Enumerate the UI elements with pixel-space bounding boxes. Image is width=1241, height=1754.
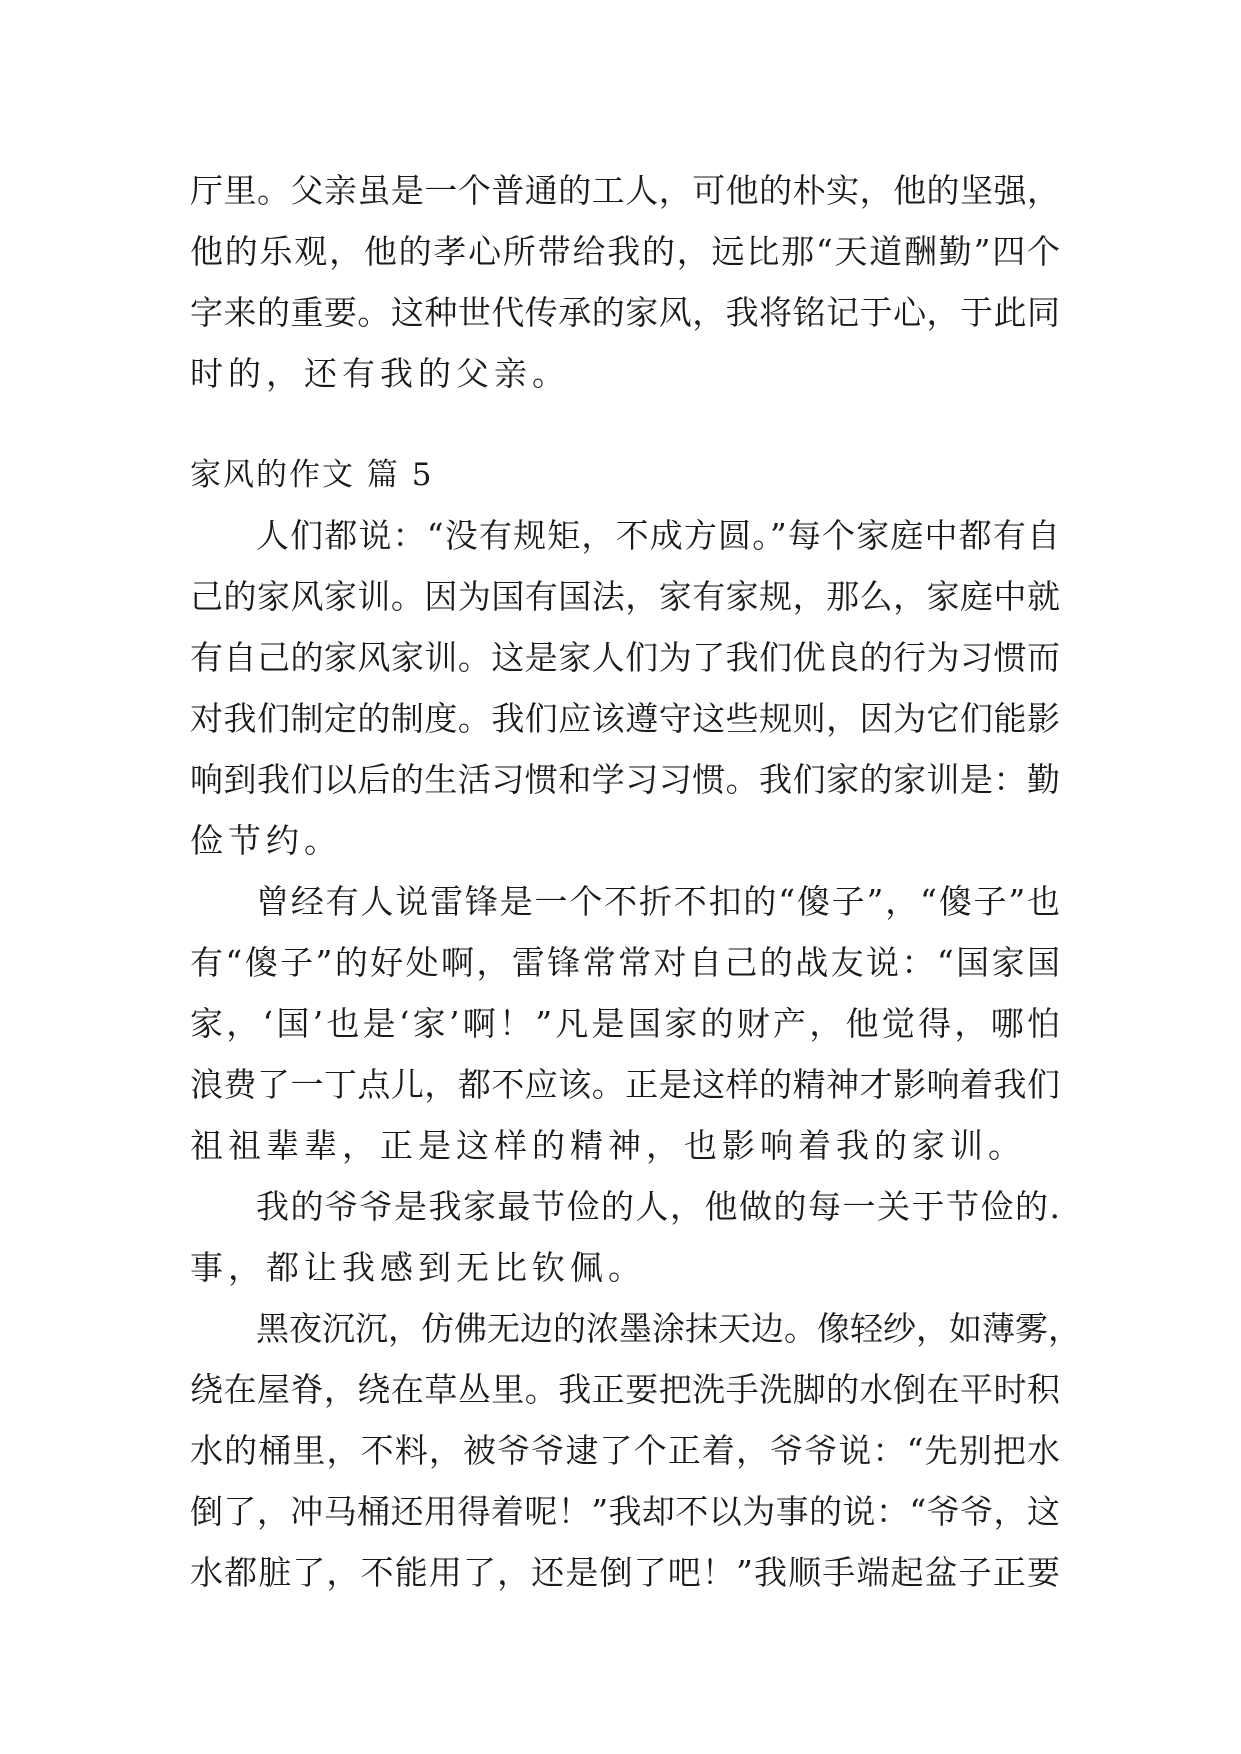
paragraph-line: 家，‘国’也是‘家’啊！”凡是国家的财产，他觉得，哪怕 — [190, 1004, 1060, 1043]
paragraph-line: 浪费了一丁点儿，都不应该。正是这样的精神才影响着我们 — [190, 1065, 1060, 1104]
paragraph-line: 厅里。父亲虽是一个普通的工人，可他的朴实，他的坚强， — [190, 171, 1060, 210]
paragraph-line: 他的乐观，他的孝心所带给我的，远比那“天道酬勤”四个 — [190, 232, 1060, 271]
paragraph-line: 人们都说：“没有规矩，不成方圆。”每个家庭中都有自 — [256, 516, 1060, 555]
paragraph-line: 字来的重要。这种世代传承的家风，我将铭记于心，于此同 — [190, 293, 1060, 332]
paragraph-line: 祖祖辈辈，正是这样的精神，也影响着我的家训。 — [190, 1126, 1026, 1165]
paragraph-line: 时的，还有我的父亲。 — [190, 354, 570, 393]
paragraph-3 — [190, 1176, 1060, 1298]
paragraph-2 — [190, 871, 1060, 1176]
paragraph-line: 俭节约。 — [190, 821, 342, 860]
paragraph-line: 有自己的家风家训。这是家人们为了我们优良的行为习惯而 — [190, 638, 1060, 677]
intro-paragraph — [190, 160, 1060, 404]
paragraph-line: 响到我们以后的生活习惯和学习习惯。我们家的家训是：勤 — [190, 760, 1060, 799]
paragraph-line: 事，都让我感到无比钦佩。 — [190, 1248, 646, 1287]
section-heading: 家风的作文 篇 5 — [190, 457, 434, 493]
paragraph-line: 我的爷爷是我家最节俭的人，他做的每一关于节俭的. — [256, 1187, 1060, 1226]
paragraph-line: 对我们制定的制度。我们应该遵守这些规则，因为它们能影 — [190, 699, 1060, 738]
paragraph-line: 己的家风家训。因为国有国法，家有家规，那么，家庭中就 — [190, 577, 1060, 616]
paragraph-line: 水的桶里，不料，被爷爷逮了个正着，爷爷说：“先别把水 — [190, 1431, 1060, 1470]
paragraph-line: 曾经有人说雷锋是一个不折不扣的“傻子”，“傻子”也 — [256, 882, 1060, 921]
paragraph-line: 倒了，冲马桶还用得着呢！”我却不以为事的说：“爷爷，这 — [190, 1492, 1060, 1531]
paragraph-line: 水都脏了，不能用了，还是倒了吧！”我顺手端起盆子正要 — [190, 1553, 1060, 1592]
paragraph-line: 绕在屋脊，绕在草丛里。我正要把洗手洗脚的水倒在平时积 — [190, 1370, 1060, 1409]
paragraph-4 — [190, 1298, 1081, 1603]
paragraph-1 — [190, 505, 1060, 871]
paragraph-line: 有“傻子”的好处啊，雷锋常常对自己的战友说：“国家国 — [190, 943, 1060, 982]
paragraph-line: 黑夜沉沉，仿佛无边的浓墨涂抹天边。像轻纱，如薄雾， — [256, 1309, 1081, 1348]
